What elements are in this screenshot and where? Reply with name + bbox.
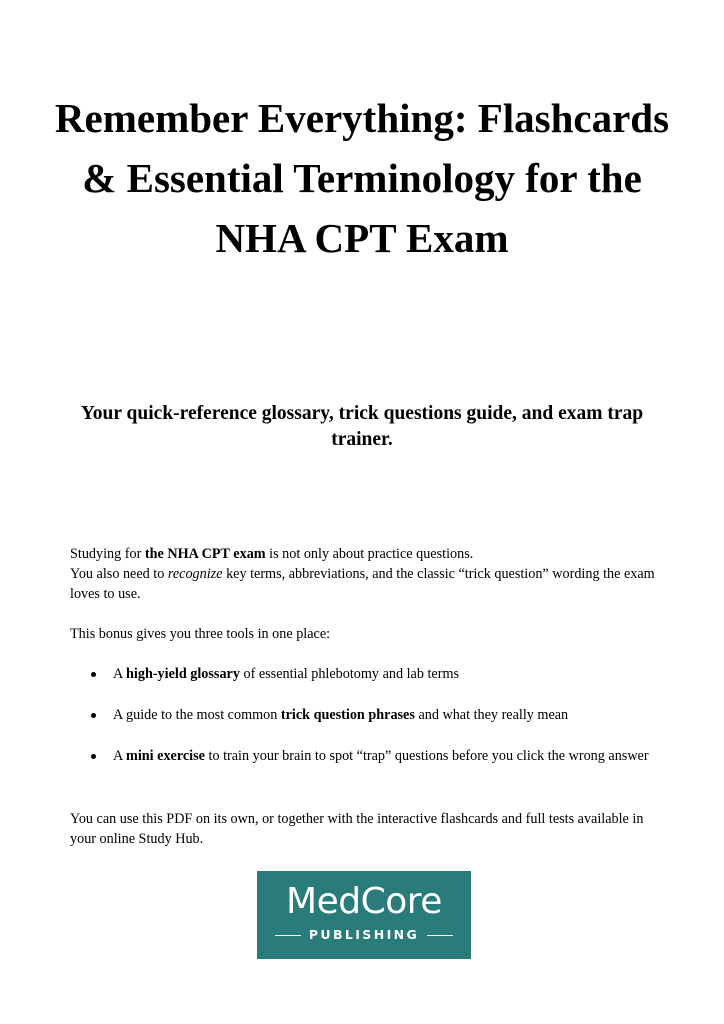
bullet-dot-icon <box>91 754 96 759</box>
logo-wordmark: MedCore <box>286 881 442 922</box>
list-item-text: of essential phlebotomy and lab terms <box>239 666 460 682</box>
list-item <box>70 705 660 725</box>
bullet-dot-icon <box>91 672 96 677</box>
document-subtitle: Your quick-reference glossary, trick questions guide, and exam trap trainer. <box>80 403 644 450</box>
closing-paragraph: You can use this PDF on its own, or together with the interactive flashcards and full tests available in your online Study Hub. <box>70 811 644 847</box>
intro-text: Studying for <box>70 546 145 562</box>
logo-publishing-text: PUBLISHING <box>308 927 420 942</box>
intro-text: You also need to <box>70 566 168 582</box>
list-item-emphasis: mini exercise <box>126 748 205 764</box>
list-item-emphasis: trick question phrases <box>280 707 415 723</box>
tools-list <box>70 664 660 787</box>
tools-lead-text: This bonus gives you three tools in one place: <box>70 626 331 642</box>
document-title: Remember Everything: Flashcards & Essential Terminology for the NHA CPT Exam <box>54 95 670 261</box>
list-item-text: A <box>113 666 127 682</box>
logo-rule-left <box>275 935 301 936</box>
list-item-text: and what they really mean <box>414 707 569 723</box>
list-item <box>70 746 660 766</box>
list-item-text: to train your brain to spot “trap” questions before you click the wrong answer <box>204 748 649 764</box>
list-item-emphasis: high-yield glossary <box>126 666 240 682</box>
logo-subline <box>271 927 457 943</box>
list-item <box>70 664 660 684</box>
intro-paragraph <box>70 544 660 604</box>
intro-emphasis-recognize: recognize <box>167 566 223 582</box>
intro-line-1 <box>70 544 660 564</box>
intro-line-2 <box>70 564 660 604</box>
list-item-text: A <box>113 748 127 764</box>
medcore-publishing-logo <box>257 871 471 959</box>
bullet-dot-icon <box>91 713 96 718</box>
intro-emphasis-exam: the NHA CPT exam <box>144 546 266 562</box>
intro-text: is not only about practice questions. <box>265 546 474 562</box>
intro-text: key terms, abbreviations, and the classic “trick question” wording the exam loves to use. <box>70 566 655 602</box>
list-item-text: A guide to the most common <box>113 707 281 723</box>
logo-rule-right <box>427 935 453 936</box>
